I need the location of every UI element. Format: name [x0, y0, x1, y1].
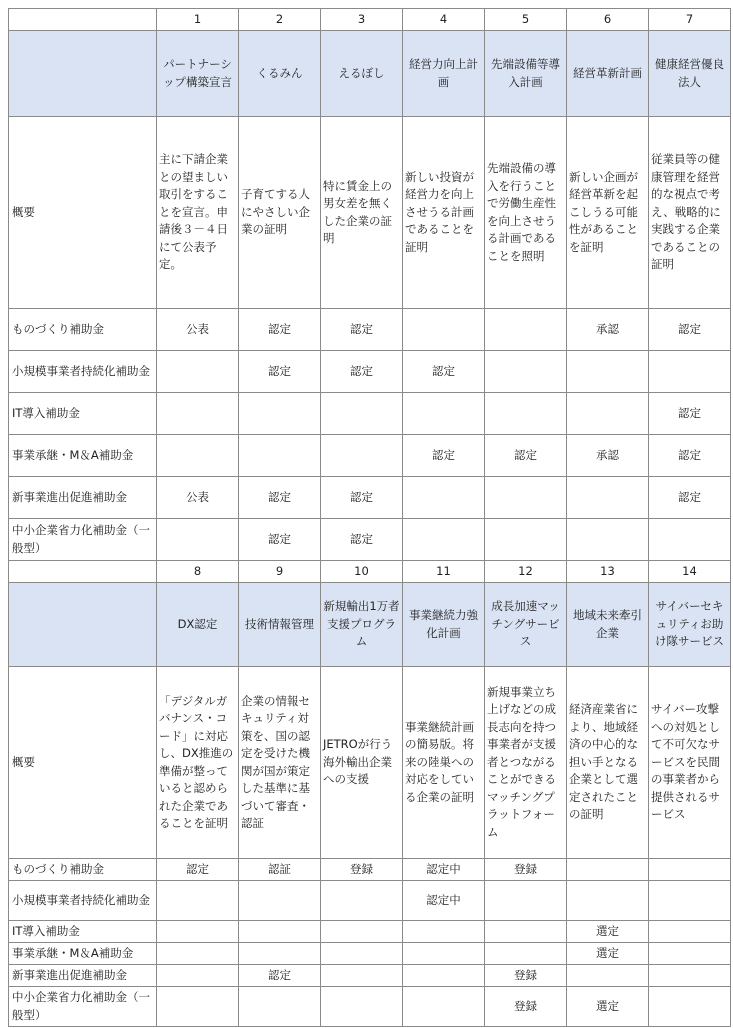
- status-cell: [239, 943, 321, 965]
- status-cell: [649, 519, 731, 561]
- status-cell: [157, 351, 239, 393]
- column-number: 5: [485, 9, 567, 31]
- corner-cell: [9, 9, 157, 31]
- certification-description: 新規事業立ち上げなどの成長志向を持つ事業者が支援者とつながることができるマッチングプラットフォーム: [485, 667, 567, 859]
- certification-name: 健康経営優良法人: [649, 31, 731, 117]
- certification-description: 主に下請企業との望ましい取引をすることを宣言。申請後３－４日にて公表予定。: [157, 117, 239, 309]
- status-cell: [403, 519, 485, 561]
- row-label-subsidy: 事業承継・M＆A補助金: [9, 943, 157, 965]
- status-cell: [239, 881, 321, 921]
- status-cell: [567, 881, 649, 921]
- certification-name: 事業継続力強化計画: [403, 583, 485, 667]
- status-cell: [403, 965, 485, 987]
- status-cell: [321, 921, 403, 943]
- certification-name: 先端設備等導入計画: [485, 31, 567, 117]
- certification-name: DX認定: [157, 583, 239, 667]
- row-label-subsidy: 事業承継・M＆A補助金: [9, 435, 157, 477]
- status-cell: [321, 987, 403, 1027]
- status-cell: [485, 393, 567, 435]
- column-number: 2: [239, 9, 321, 31]
- status-cell: [157, 965, 239, 987]
- certification-description: 「デジタルガバナンス・コード」に対応し、DX推進の準備が整っていると認められた企業であることを証明: [157, 667, 239, 859]
- corner-cell: [9, 561, 157, 583]
- row-label-subsidy: 中小企業省力化補助金（一般型）: [9, 519, 157, 561]
- status-cell: [239, 393, 321, 435]
- status-cell: [485, 881, 567, 921]
- row-label-overview: 概要: [9, 667, 157, 859]
- status-cell: [649, 921, 731, 943]
- status-cell: [157, 519, 239, 561]
- certification-table-1: [8, 8, 731, 561]
- status-cell: 認定: [239, 477, 321, 519]
- certification-name: 新規輸出1万者支援プログラム: [321, 583, 403, 667]
- row-label-overview: 概要: [9, 117, 157, 309]
- status-cell: 認定: [485, 435, 567, 477]
- status-cell: 選定: [567, 987, 649, 1027]
- status-cell: [239, 921, 321, 943]
- status-cell: 選定: [567, 921, 649, 943]
- certification-description: 事業継続計画の簡易版。将来の陸巣への対応をしている企業の証明: [403, 667, 485, 859]
- status-cell: 認定: [403, 435, 485, 477]
- column-number: 6: [567, 9, 649, 31]
- status-cell: 認定: [649, 477, 731, 519]
- certification-description: JETROが行う海外輸出企業への支援: [321, 667, 403, 859]
- status-cell: [157, 987, 239, 1027]
- row-label-subsidy: IT導入補助金: [9, 393, 157, 435]
- status-cell: [485, 921, 567, 943]
- status-cell: [403, 477, 485, 519]
- status-cell: [403, 943, 485, 965]
- certification-description: 新しい企画が経営革新を起こしうる可能性があることを証明: [567, 117, 649, 309]
- status-cell: [649, 965, 731, 987]
- certification-table-2: [8, 560, 731, 1027]
- status-cell: 認定: [239, 351, 321, 393]
- status-cell: [321, 435, 403, 477]
- certification-description: 子育てする人にやさしい企業の証明: [239, 117, 321, 309]
- column-number: 4: [403, 9, 485, 31]
- status-cell: [485, 351, 567, 393]
- status-cell: [157, 921, 239, 943]
- column-number: 7: [649, 9, 731, 31]
- certification-description: 特に賃金上の男女差を無くした企業の証明: [321, 117, 403, 309]
- header-blank-cell: [9, 583, 157, 667]
- status-cell: 認定: [321, 351, 403, 393]
- certification-description: 経済産業省により、地域経済の中心的な担い手となる企業として選定されたことの証明: [567, 667, 649, 859]
- certification-name: くるみん: [239, 31, 321, 117]
- certification-name: えるぼし: [321, 31, 403, 117]
- column-number: 8: [157, 561, 239, 583]
- status-cell: 認定: [321, 519, 403, 561]
- certification-name: 技術情報管理: [239, 583, 321, 667]
- certification-name: サイバーセキュリティお助け隊サービス: [649, 583, 731, 667]
- status-cell: 選定: [567, 943, 649, 965]
- status-cell: 認定: [649, 435, 731, 477]
- status-cell: 認定: [239, 519, 321, 561]
- status-cell: [649, 881, 731, 921]
- certification-description: 新しい投資が経営力を向上させうる計画であることを証明: [403, 117, 485, 309]
- column-number: 11: [403, 561, 485, 583]
- certification-name: パートナーシップ構築宣言: [157, 31, 239, 117]
- status-cell: 認定: [239, 309, 321, 351]
- certification-description: サイバー攻撃への対処として不可欠なサービスを民間の事業者から提供されるサービス: [649, 667, 731, 859]
- certification-name: 経営革新計画: [567, 31, 649, 117]
- status-cell: 認定: [239, 965, 321, 987]
- row-label-subsidy: 小規模事業者持続化補助金: [9, 351, 157, 393]
- certification-description: 企業の情報セキュリティ対策を、国の認定を受けた機関が国が策定した基準に基づいて審査・認証: [239, 667, 321, 859]
- column-number: 14: [649, 561, 731, 583]
- row-label-subsidy: 小規模事業者持続化補助金: [9, 881, 157, 921]
- status-cell: [321, 881, 403, 921]
- status-cell: 認定: [157, 859, 239, 881]
- status-cell: 承認: [567, 435, 649, 477]
- status-cell: [239, 435, 321, 477]
- certification-name: 成長加速マッチングサービス: [485, 583, 567, 667]
- status-cell: [403, 393, 485, 435]
- status-cell: [567, 519, 649, 561]
- status-cell: 登録: [485, 859, 567, 881]
- status-cell: [157, 881, 239, 921]
- column-number: 3: [321, 9, 403, 31]
- certification-name: 地域未来牽引企業: [567, 583, 649, 667]
- row-label-subsidy: 中小企業省力化補助金（一般型）: [9, 987, 157, 1027]
- status-cell: [157, 943, 239, 965]
- status-cell: 承認: [567, 309, 649, 351]
- header-blank-cell: [9, 31, 157, 117]
- status-cell: [403, 987, 485, 1027]
- status-cell: [485, 477, 567, 519]
- certification-name: 経営力向上計画: [403, 31, 485, 117]
- status-cell: [403, 921, 485, 943]
- column-number: 9: [239, 561, 321, 583]
- row-label-subsidy: ものづくり補助金: [9, 309, 157, 351]
- column-number: 12: [485, 561, 567, 583]
- status-cell: 認定: [321, 309, 403, 351]
- status-cell: [649, 351, 731, 393]
- certification-description: 先端設備の導入を行うことで労働生産性を向上させうる計画であることを照明: [485, 117, 567, 309]
- status-cell: 認定: [403, 351, 485, 393]
- status-cell: [649, 943, 731, 965]
- row-label-subsidy: 新事業進出促進補助金: [9, 965, 157, 987]
- status-cell: 公表: [157, 477, 239, 519]
- status-cell: [567, 965, 649, 987]
- status-cell: [403, 309, 485, 351]
- status-cell: [649, 987, 731, 1027]
- column-number: 1: [157, 9, 239, 31]
- status-cell: 認証: [239, 859, 321, 881]
- status-cell: [321, 965, 403, 987]
- status-cell: [485, 309, 567, 351]
- status-cell: [157, 393, 239, 435]
- column-number: 10: [321, 561, 403, 583]
- status-cell: [485, 943, 567, 965]
- status-cell: [567, 351, 649, 393]
- status-cell: [321, 943, 403, 965]
- status-cell: [485, 519, 567, 561]
- column-number: 13: [567, 561, 649, 583]
- row-label-subsidy: IT導入補助金: [9, 921, 157, 943]
- status-cell: 認定: [321, 477, 403, 519]
- status-cell: 公表: [157, 309, 239, 351]
- status-cell: [239, 987, 321, 1027]
- status-cell: [157, 435, 239, 477]
- row-label-subsidy: 新事業進出促進補助金: [9, 477, 157, 519]
- status-cell: 認定中: [403, 859, 485, 881]
- row-label-subsidy: ものづくり補助金: [9, 859, 157, 881]
- status-cell: 登録: [485, 965, 567, 987]
- status-cell: [567, 393, 649, 435]
- status-cell: [567, 859, 649, 881]
- status-cell: 認定中: [403, 881, 485, 921]
- status-cell: 登録: [321, 859, 403, 881]
- status-cell: [649, 859, 731, 881]
- status-cell: 認定: [649, 393, 731, 435]
- certification-description: 従業員等の健康管理を経営的な視点で考え、戦略的に実践する企業であることの証明: [649, 117, 731, 309]
- status-cell: 登録: [485, 987, 567, 1027]
- status-cell: 認定: [649, 309, 731, 351]
- status-cell: [567, 477, 649, 519]
- status-cell: [321, 393, 403, 435]
